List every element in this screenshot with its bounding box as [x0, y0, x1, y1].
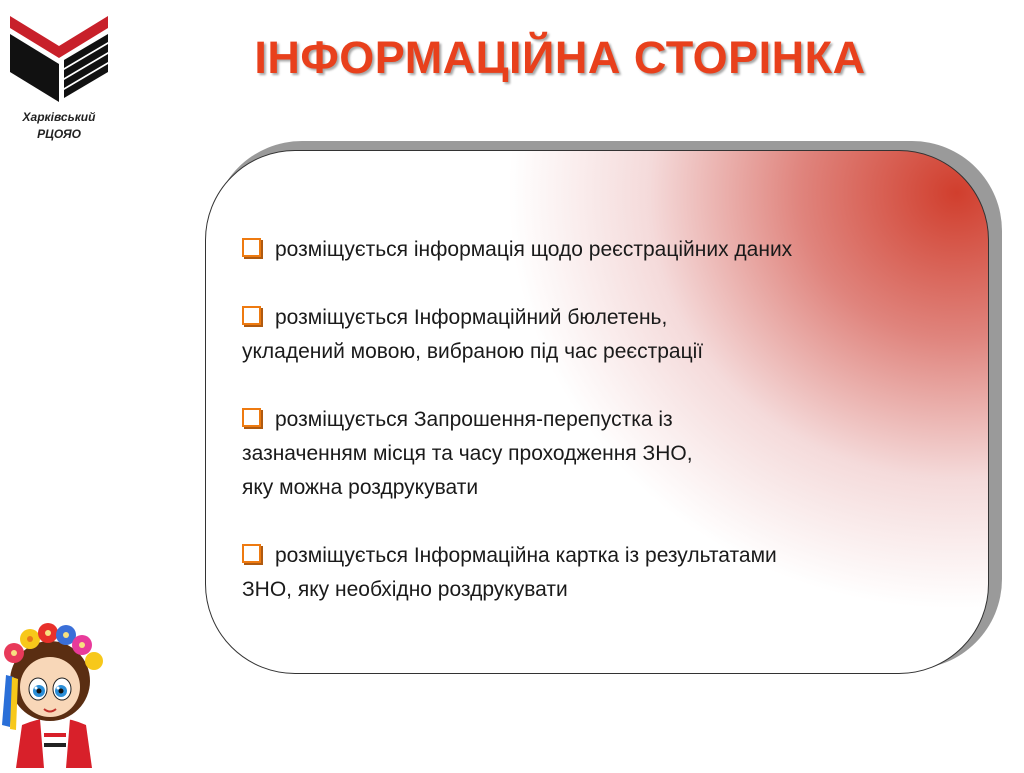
bullet-3-line-1: розміщується Запрошення-перепустка із: [275, 408, 673, 431]
logo: [4, 6, 114, 146]
bullet-4-line-2: ЗНО, яку необхідно роздрукувати: [242, 578, 568, 601]
page-title: ІНФОРМАЦІЙНА СТОРІНКА: [254, 32, 866, 83]
bullet-2-line-2: укладений мовою, вибраною під час реєстрації: [242, 340, 704, 363]
checkbox-bullet-icon: [242, 238, 261, 257]
logo-text-line1: Харківський: [22, 110, 96, 124]
bullet-item-4: [242, 539, 989, 607]
checkbox-bullet-icon: [242, 306, 261, 325]
bullet-3-line-2: зазначенням місця та часу проходження ЗНО,: [242, 442, 693, 465]
book-logo-icon: [4, 6, 114, 106]
girl-mascot-illustration: [0, 615, 110, 768]
bullet-1-line-1: розміщується інформація щодо реєстраційних даних: [275, 238, 793, 261]
bullet-3-line-3: яку можна роздрукувати: [242, 476, 479, 499]
info-card: [205, 150, 989, 674]
bullet-item-1: [242, 233, 989, 267]
bullet-item-3: [242, 403, 989, 505]
bullet-list: [242, 233, 989, 641]
bullet-item-2: [242, 301, 989, 369]
mascot-icon: [0, 615, 110, 768]
bullet-4-line-1: розміщується Інформаційна картка із результатами: [275, 544, 777, 567]
bullet-2-line-1: розміщується Інформаційний бюлетень,: [275, 306, 668, 329]
logo-text-line2: РЦОЯО: [37, 127, 81, 141]
checkbox-bullet-icon: [242, 544, 261, 563]
checkbox-bullet-icon: [242, 408, 261, 427]
